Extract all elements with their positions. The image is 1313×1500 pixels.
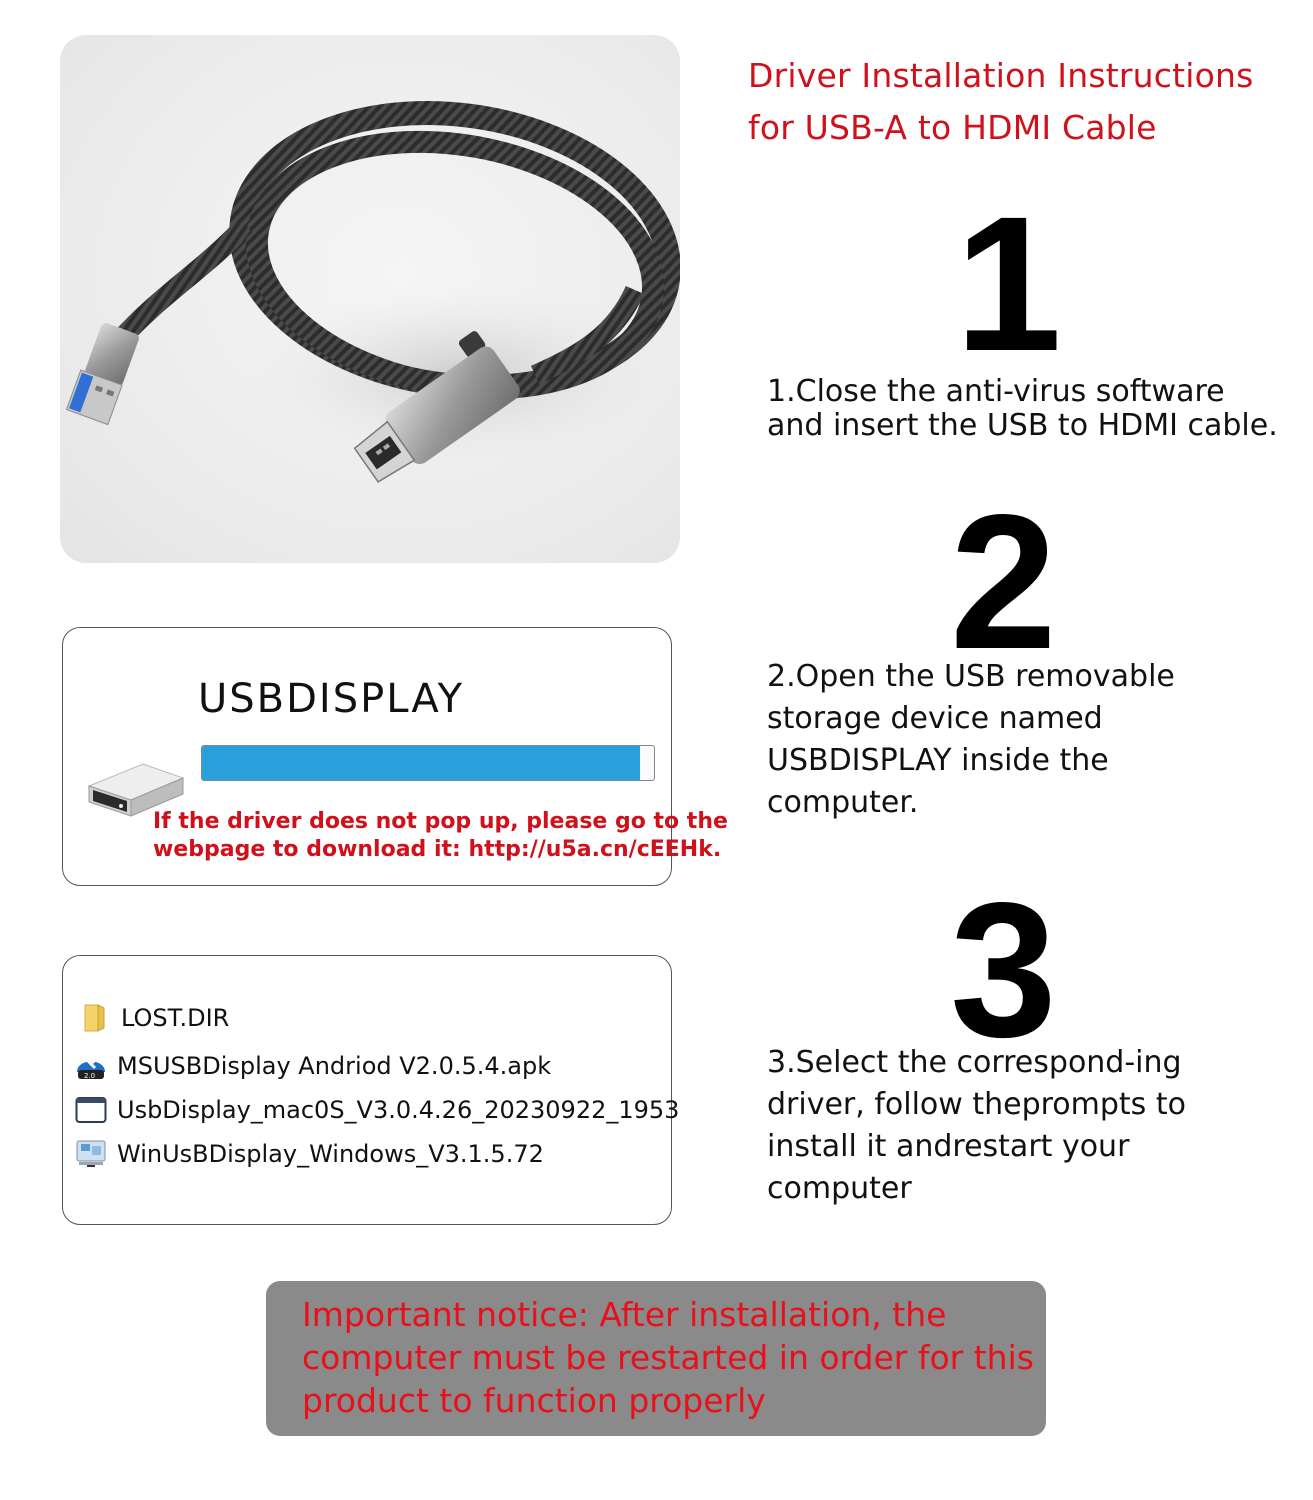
notice-line: product to function properly	[302, 1381, 766, 1420]
step-2-number: 2	[950, 474, 1057, 689]
important-notice-banner	[266, 1281, 1046, 1436]
file-item-lost-dir[interactable]	[79, 1002, 229, 1034]
file-name: MSUSBDisplay Andriod V2.0.5.4.apk	[117, 1052, 552, 1080]
file-item-android-apk[interactable]	[75, 1050, 551, 1082]
step-1-number: 1	[955, 176, 1062, 391]
usb-drive-card	[62, 627, 728, 886]
folder-icon	[79, 1002, 111, 1034]
step-3-number: 3	[950, 862, 1057, 1077]
file-name: LOST.DIR	[121, 1004, 230, 1032]
driver-download-note	[153, 808, 728, 864]
drive-capacity-fill	[202, 746, 640, 780]
notice-line: computer must be restarted in order for this	[302, 1338, 1034, 1377]
drive-capacity-bar	[201, 745, 655, 781]
step-2-text	[767, 656, 1175, 824]
page-title	[748, 50, 1288, 154]
note-line: If the driver does not pop up, please go to the	[153, 809, 728, 834]
step-1-text	[767, 375, 1278, 443]
step-3-line: computer	[767, 1171, 912, 1206]
file-name: UsbDisplay_mac0S_V3.0.4.26_20230922_1953	[117, 1096, 680, 1124]
title-line-1: Driver Installation Instructions	[748, 56, 1254, 95]
file-name: WinUsBDisplay_Windows_V3.1.5.72	[117, 1140, 544, 1168]
title-line-2: for USB-A to HDMI Cable	[748, 108, 1157, 147]
drive-contents-card	[62, 955, 680, 1225]
svg-text:2.0: 2.0	[84, 1072, 96, 1080]
step-2-line: computer.	[767, 785, 919, 820]
step-2-line: USBDISPLAY inside the	[767, 743, 1109, 778]
step-3-line: driver, follow theprompts to	[767, 1087, 1186, 1122]
step-3-text	[767, 1042, 1186, 1210]
step-3-line: install it andrestart your	[767, 1129, 1130, 1164]
windows-installer-icon	[75, 1138, 107, 1170]
file-item-windows[interactable]	[75, 1138, 544, 1170]
file-item-macos[interactable]	[75, 1094, 679, 1126]
drive-label: USBDISPLAY	[198, 676, 465, 722]
step-1-line: and insert the USB to HDMI cable.	[767, 408, 1278, 443]
step-2-line: 2.Open the USB removable	[767, 659, 1175, 694]
note-line-with-link: webpage to download it: http://u5a.cn/cEEHk.	[153, 837, 722, 862]
window-app-icon	[75, 1094, 107, 1126]
product-photo	[60, 35, 680, 563]
notice-line: Important notice: After installation, the	[302, 1295, 947, 1334]
step-1-line: 1.Close the anti-virus software	[767, 374, 1225, 409]
step-3-line: 3.Select the correspond-ing	[767, 1045, 1182, 1080]
step-2-line: storage device named	[767, 701, 1103, 736]
notice-text	[302, 1293, 1034, 1422]
android-app-icon	[75, 1050, 107, 1082]
cable-illustration	[60, 35, 680, 563]
